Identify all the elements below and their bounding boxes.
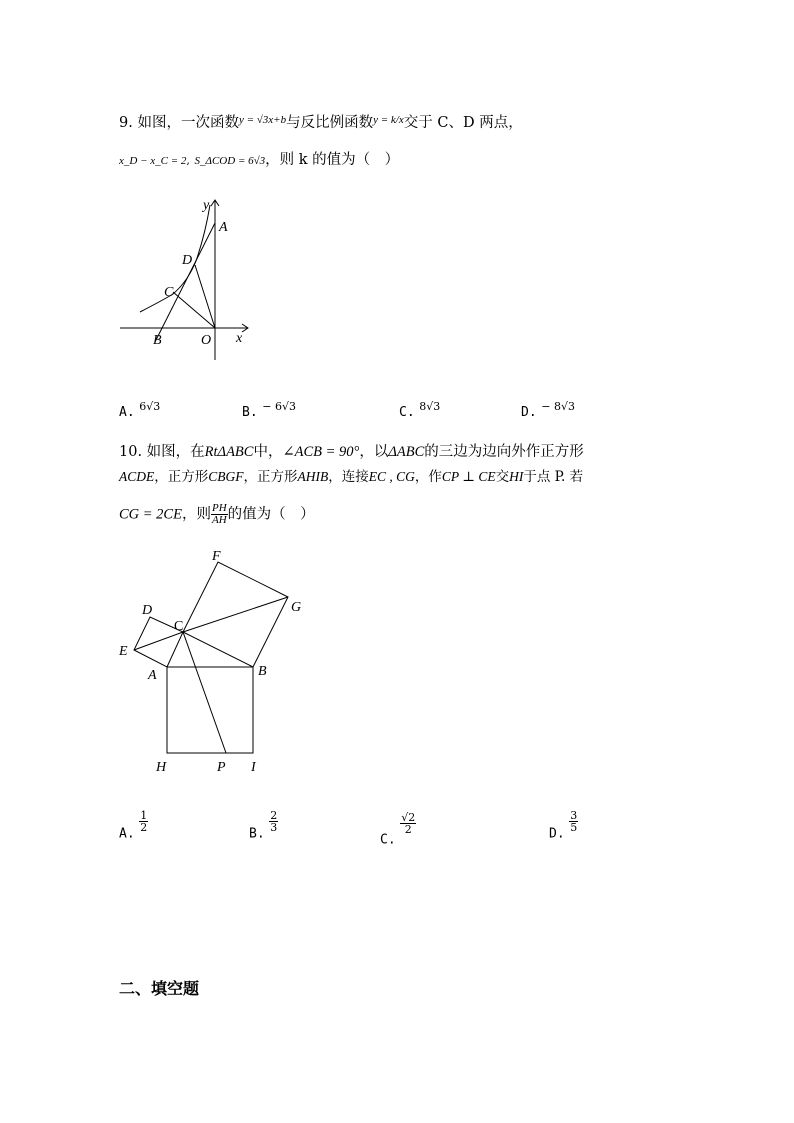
- q9-option-c-value: 8√3: [419, 400, 441, 413]
- q10-option-d-fraction: [569, 810, 578, 833]
- q9-option-a[interactable]: [119, 397, 160, 423]
- q10-stem-line1: [119, 442, 584, 462]
- q10-stem-line2: [119, 467, 583, 487]
- q10-line2l: 于点 P. 若: [523, 469, 584, 485]
- q10-option-c-num: √2: [401, 811, 416, 824]
- q10-number: 10.: [119, 444, 143, 460]
- q10-line2h: ，作: [414, 469, 442, 485]
- q10-label-i: I: [251, 760, 256, 775]
- q9-condition-1: x_D − x_C = 2: [119, 155, 187, 167]
- q9-option-d[interactable]: [521, 397, 575, 423]
- q10-option-a-letter: A.: [119, 826, 135, 842]
- q10-line2b: ，正方形: [154, 469, 209, 485]
- q10-label-h: H: [156, 760, 167, 775]
- q10-option-a-den: 2: [140, 821, 148, 834]
- q10-label-e: E: [119, 644, 128, 659]
- q10-label-d: D: [142, 603, 153, 618]
- q10-rt-triangle: RtΔABC: [204, 444, 254, 460]
- q10-angle: ∠ACB = 90°: [282, 444, 360, 460]
- q9-option-a-letter: A.: [119, 405, 135, 420]
- q9-line-ab: [155, 223, 215, 342]
- q10-line1b: 中，: [253, 444, 283, 460]
- q9-option-a-value: 6√3: [139, 400, 161, 413]
- q10-triangle: ΔABC: [388, 444, 425, 460]
- q10-line1c: ，以: [359, 444, 389, 460]
- q9-label-x: x: [236, 331, 243, 346]
- q10-option-c-letter: C.: [380, 832, 396, 848]
- q10-square-acde: ACDE: [119, 469, 155, 484]
- q10-line2j: 交: [495, 469, 510, 485]
- q10-option-d-num: 3: [570, 809, 578, 822]
- q10-line2d: ，正方形: [243, 469, 298, 485]
- q10-square-ahib-shape: [167, 667, 253, 753]
- q10-option-a[interactable]: [119, 810, 148, 845]
- q10-segment-hi: HI: [509, 469, 524, 484]
- q9-option-b-letter: B.: [242, 405, 258, 420]
- q9-tail: 交于 C、D 两点，: [403, 115, 523, 131]
- q10-square-ahib: AHIB: [297, 469, 329, 484]
- q9-inverse-function: y = k/x: [373, 114, 404, 126]
- q10-label-c: C: [174, 619, 184, 634]
- q9-linear-function: y = √3x+b: [238, 114, 287, 126]
- q10-option-b-num: 2: [270, 809, 278, 822]
- q9-condition-sep: ,: [186, 154, 190, 167]
- q9-option-b-value: − 6√3: [262, 400, 296, 413]
- q9-option-d-value: − 8√3: [541, 400, 575, 413]
- q9-option-c-letter: C.: [399, 405, 415, 420]
- q9-number: 9.: [119, 115, 133, 131]
- q10-option-c[interactable]: [380, 812, 416, 851]
- q10-square-cbgf: CBGF: [208, 469, 244, 484]
- q9-ask: ，则 k 的值为（ ）: [265, 152, 400, 168]
- q9-label-c: C: [164, 285, 174, 300]
- q10-option-d-letter: D.: [549, 826, 565, 842]
- q9-option-c[interactable]: [399, 397, 440, 423]
- q9-label-y: y: [203, 198, 210, 213]
- q10-option-c-fraction: [400, 812, 416, 835]
- q9-label-o: O: [201, 333, 212, 348]
- q10-line3c: 的值为（ ）: [227, 506, 315, 523]
- q9-mid: 与反比例函数: [286, 115, 374, 131]
- q9-option-b[interactable]: [242, 397, 296, 423]
- q10-option-b-fraction: [269, 810, 278, 833]
- q9-hyperbola: [140, 205, 210, 312]
- q9-condition-2: S_ΔCOD = 6√3: [194, 155, 266, 167]
- q10-condition: CG = 2CE: [119, 506, 182, 523]
- q10-line3b: ，则: [181, 506, 211, 523]
- q10-label-a: A: [148, 668, 157, 683]
- q10-label-g: G: [291, 600, 302, 615]
- q10-option-b-den: 3: [270, 821, 278, 834]
- q10-option-b-letter: B.: [249, 826, 265, 842]
- q10-line2f: ，连接: [328, 469, 369, 485]
- q9-label-d: D: [182, 253, 193, 268]
- q10-line1a: 如图，在: [146, 444, 205, 460]
- q10-option-d[interactable]: [549, 810, 578, 845]
- q9-stem-line2: [119, 150, 399, 171]
- q10-option-c-den: 2: [404, 823, 412, 836]
- q10-segments-ec-cg: EC , CG: [368, 469, 415, 484]
- q9-segment-do: [195, 265, 215, 328]
- q10-ratio-num: PH: [211, 502, 227, 514]
- q9-option-d-letter: D.: [521, 405, 537, 420]
- q10-ratio: [211, 503, 228, 526]
- q10-option-b[interactable]: [249, 810, 278, 845]
- q9-segment-co: [173, 292, 215, 328]
- section-heading: 二、填空题: [119, 979, 200, 998]
- q10-label-b: B: [258, 664, 267, 679]
- q10-perpendicular: CP ⊥ CE: [441, 469, 496, 484]
- q10-figure: [115, 545, 315, 780]
- q9-label-b: B: [153, 333, 162, 348]
- q10-line1d: 的三边为边向外作正方形: [424, 444, 584, 460]
- q10-label-p: P: [217, 760, 226, 775]
- q10-stem-line3: [119, 503, 315, 526]
- q9-label-a: A: [219, 220, 228, 235]
- q10-option-d-den: 5: [570, 821, 578, 834]
- q9-figure: [118, 195, 253, 365]
- q9-stem-line1: [119, 110, 523, 133]
- q10-segment-cg: [183, 597, 288, 632]
- q9-intro: 如图，一次函数: [137, 115, 239, 131]
- q10-label-f: F: [212, 549, 221, 564]
- q10-ratio-den: AH: [211, 514, 227, 526]
- q10-option-a-fraction: [139, 810, 148, 833]
- q10-option-a-num: 1: [140, 809, 148, 822]
